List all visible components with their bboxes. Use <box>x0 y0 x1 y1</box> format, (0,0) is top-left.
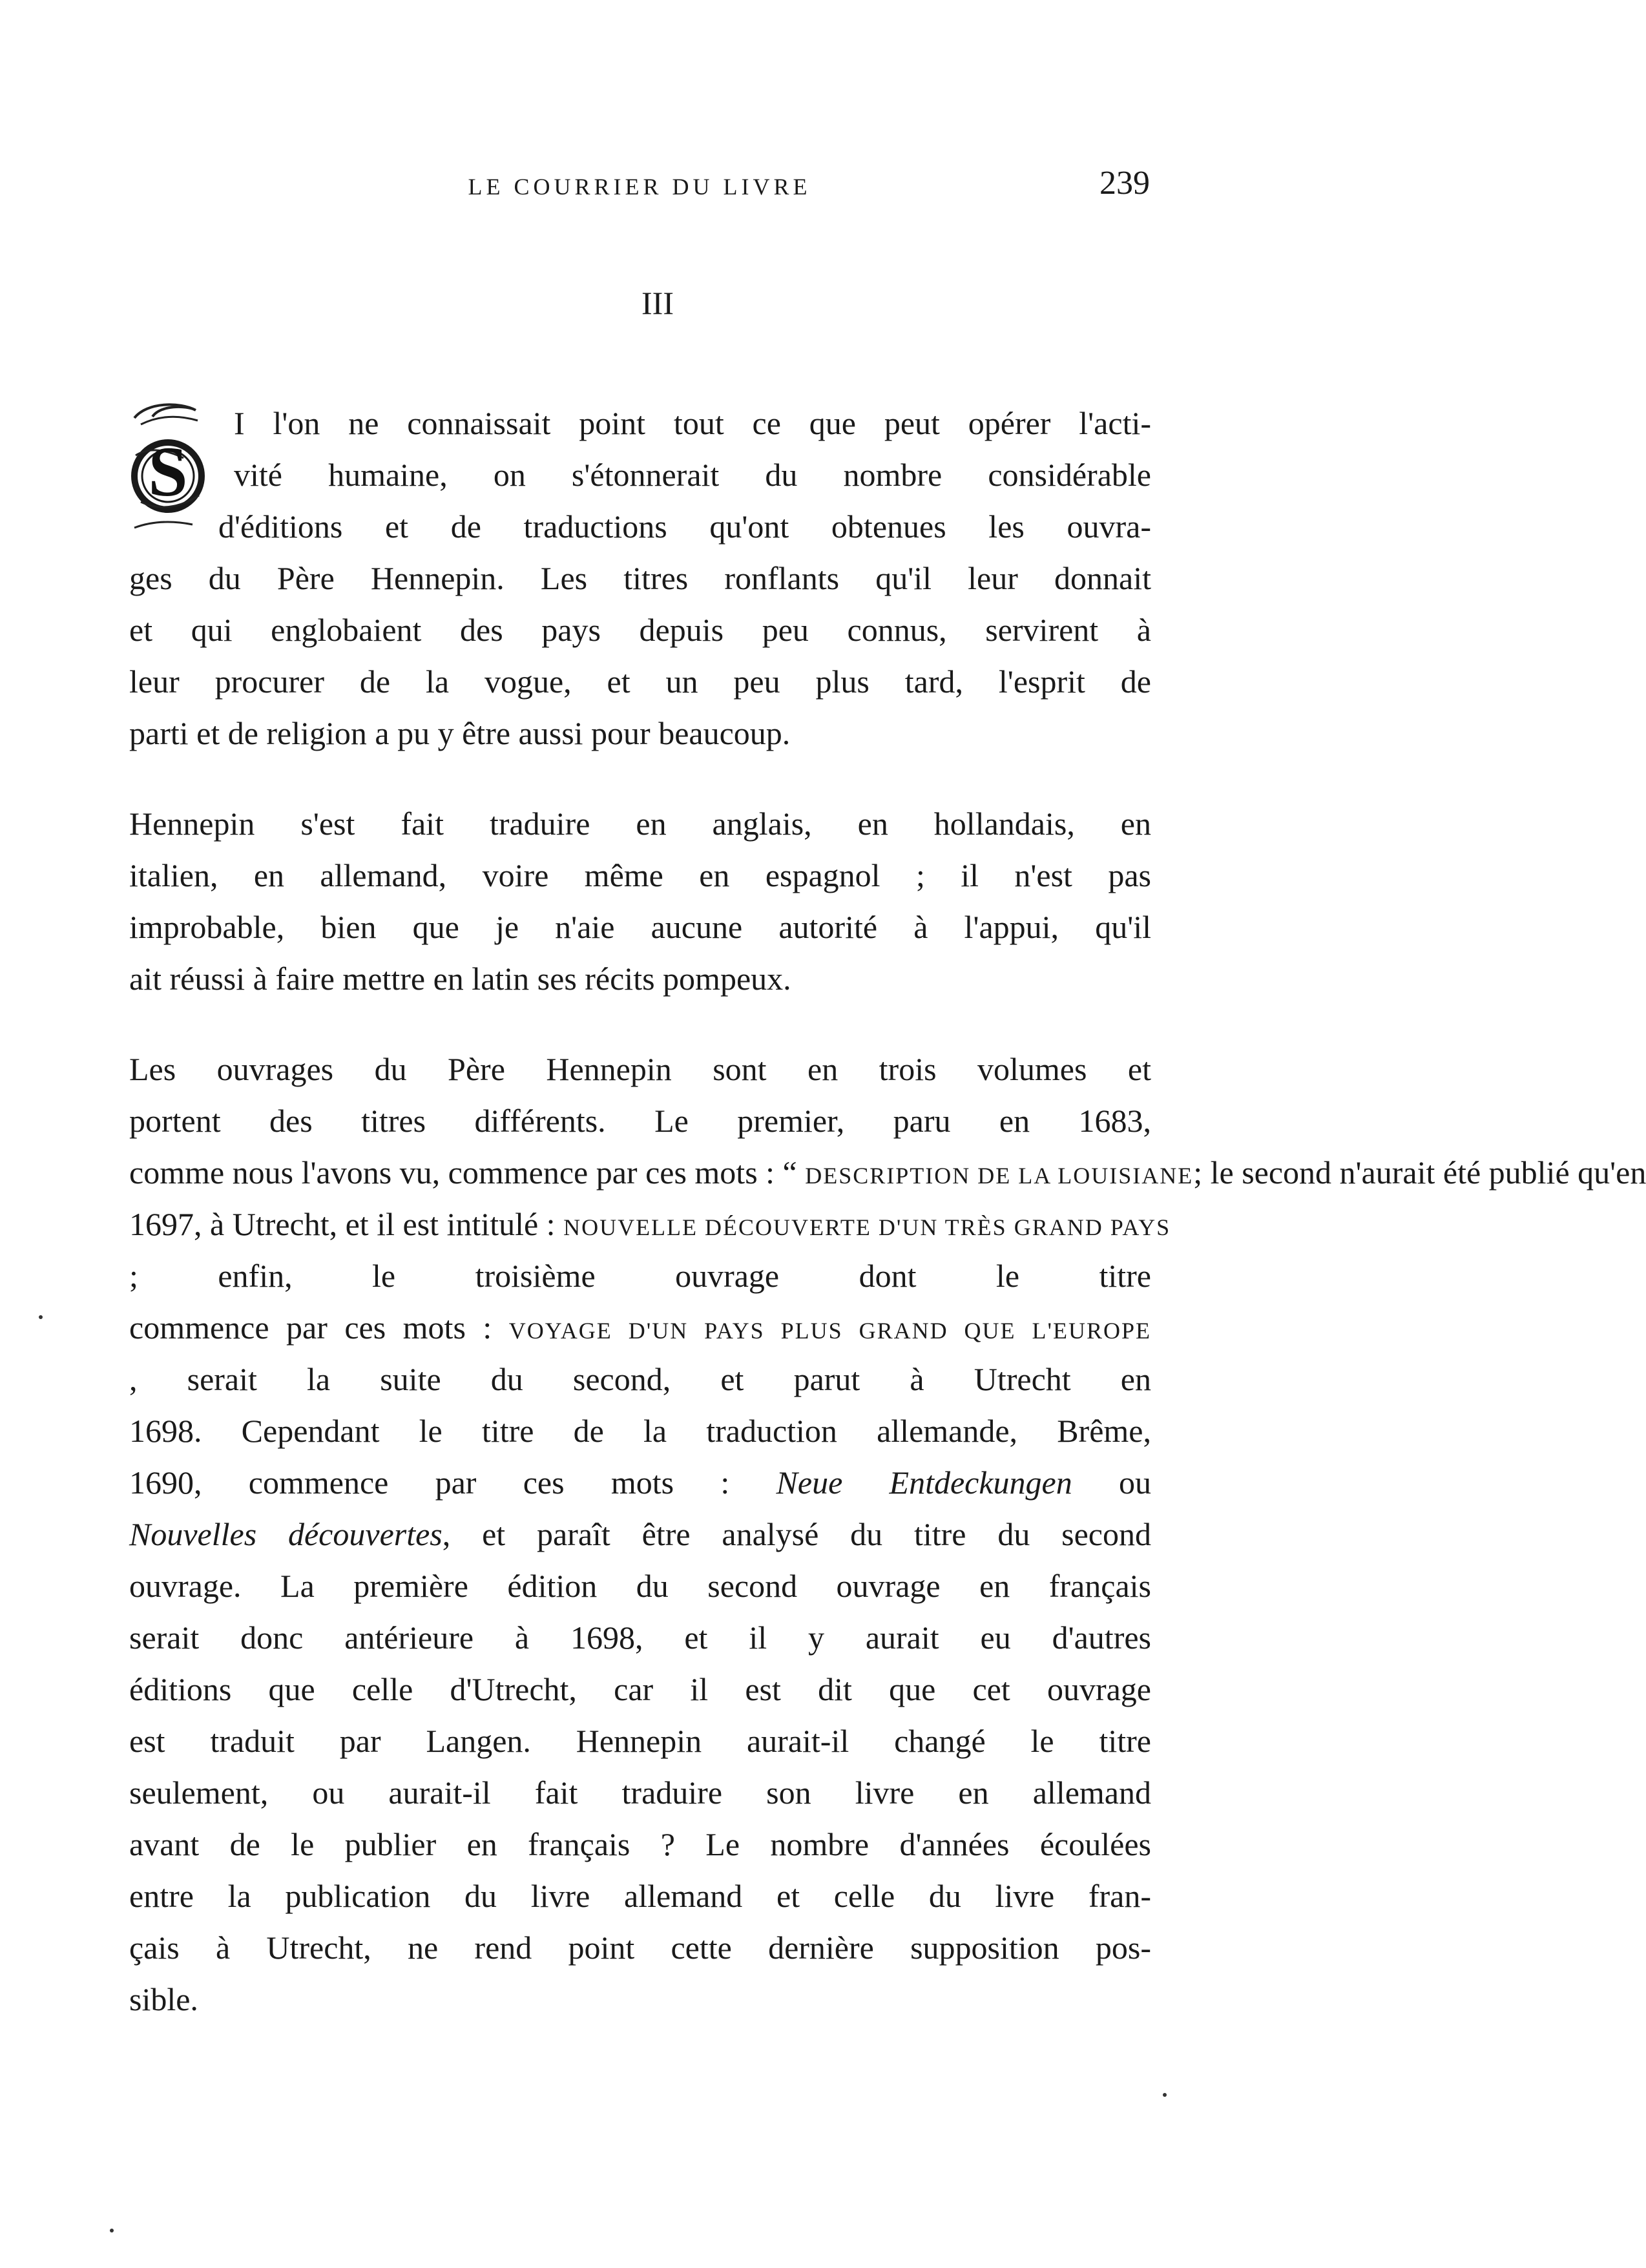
section-number: III <box>641 285 674 321</box>
text-line <box>129 1302 1151 1353</box>
text-line: Hennepin s'est fait traduire en anglais, en hollandais, en <box>129 806 1151 842</box>
text-run: ou <box>1119 1464 1152 1501</box>
text-line <box>129 1147 1646 1198</box>
running-title: LE COURRIER DU LIVRE <box>468 174 811 200</box>
margin-speck <box>110 2229 114 2232</box>
text-line: italien, en allemand, voire même en espagnol ; il n'est pas <box>129 857 1151 893</box>
text-run: ; le second n'aurait été publié qu'en <box>1193 1154 1646 1191</box>
page-header <box>129 165 1150 231</box>
text-run: , et paraît être analysé du titre du second <box>442 1516 1151 1552</box>
text-line: 1698. Cependant le titre de la traduction allemande, Brême, <box>129 1413 1151 1449</box>
ornamental-drop-cap <box>121 399 218 533</box>
text-line: d'éditions et de traductions qu'ont obtenues les ouvra- <box>218 508 1151 545</box>
paragraph-1 <box>129 397 1151 759</box>
text-line: avant de le publier en français ? Le nombre d'années écoulées <box>129 1826 1151 1862</box>
text-line: ouvrage. La première édition du second ouvrage en français <box>129 1568 1151 1604</box>
text-line: ges du Père Hennepin. Les titres ronflants qu'il leur donnait <box>129 560 1151 596</box>
text-line: serait donc antérieure à 1698, et il y aurait eu d'autres <box>129 1619 1151 1656</box>
paragraph-2 <box>129 798 1151 1004</box>
small-caps-title: DESCRIPTION DE LA LOUISIANE <box>805 1163 1194 1189</box>
text-line: et qui englobaient des pays depuis peu connus, servirent à <box>129 612 1151 648</box>
text-line: Les ouvrages du Père Hennepin sont en trois volumes et <box>129 1051 1151 1087</box>
text-line: , serait la suite du second, et parut à Utrecht en <box>129 1361 1151 1397</box>
text-line: entre la publication du livre allemand et celle du livre fran- <box>129 1878 1151 1914</box>
margin-speck <box>1163 2093 1167 2097</box>
text-line: ait réussi à faire mettre en latin ses récits pompeux. <box>129 961 791 997</box>
text-run: 1690, commence par ces mots : <box>129 1464 730 1501</box>
text-run: comme nous l'avons vu, commence par ces mots : “ <box>129 1154 806 1191</box>
small-caps-title: VOYAGE D'UN PAYS PLUS GRAND QUE L'EUROPE <box>508 1318 1151 1344</box>
text-line <box>129 1198 1171 1250</box>
text-line: improbable, bien que je n'aie aucune autorité à l'appui, qu'il <box>129 909 1151 945</box>
drop-cap-letter: S <box>148 432 188 511</box>
text-line: çais à Utrecht, ne rend point cette dernière supposition pos- <box>129 1930 1151 1966</box>
page-number: 239 <box>1099 165 1150 202</box>
margin-speck <box>39 1315 43 1319</box>
text-line: est traduit par Langen. Hennepin aurait-il changé le titre <box>129 1723 1151 1759</box>
text-run: commence par ces mots : <box>129 1309 492 1346</box>
italic-title: Nouvelles découvertes <box>129 1516 443 1552</box>
paragraph-3 <box>129 1043 1646 2025</box>
text-line: I l'on ne connaissait point tout ce que peut opérer l'acti- <box>234 405 1151 441</box>
text-line <box>129 1508 1151 1560</box>
body-text <box>129 397 1646 2025</box>
text-line: portent des titres différents. Le premier, paru en 1683, <box>129 1103 1151 1139</box>
text-line <box>129 1457 1151 1508</box>
italic-title: Neue Entdeckungen <box>776 1464 1072 1501</box>
text-run: 1697, à Utrecht, et il est intitulé : <box>129 1206 556 1242</box>
small-caps-title: NOUVELLE DÉCOUVERTE D'UN TRÈS GRAND PAYS <box>563 1214 1171 1240</box>
text-line: éditions que celle d'Utrecht, car il est dit que cet ouvrage <box>129 1671 1151 1707</box>
text-line: leur procurer de la vogue, et un peu plus tard, l'esprit de <box>129 663 1151 700</box>
text-line: vité humaine, on s'étonnerait du nombre considérable <box>234 457 1151 493</box>
text-line: sible. <box>129 1981 198 2017</box>
text-line: ; enfin, le troisième ouvrage dont le titre <box>129 1258 1151 1294</box>
text-line: seulement, ou aurait-il fait traduire son livre en allemand <box>129 1774 1151 1811</box>
text-line: parti et de religion a pu y être aussi pour beaucoup. <box>129 715 791 751</box>
